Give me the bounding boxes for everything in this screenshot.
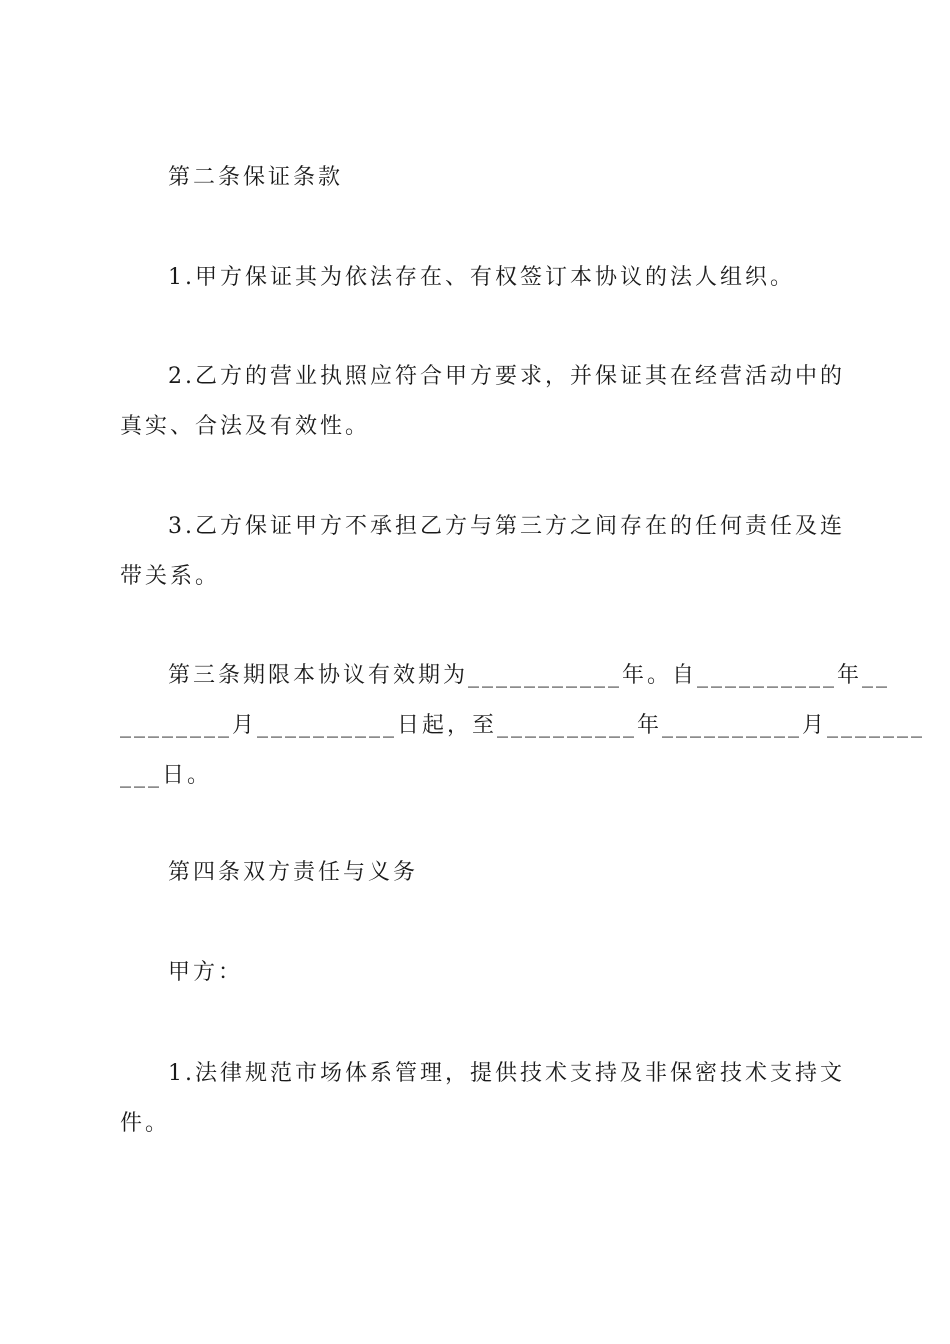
party-a-label: 甲方： [168, 960, 244, 985]
article-3-term: 第三条期限本协议有效期为___________年。自__________年__ ________月__________日起，至__________年__________月_______ ___日。 [120, 663, 926, 788]
article-2-item-2: 2.乙方的营业执照应符合甲方要求，并保证其在经营活动中的 真实、合法及有效性。 [120, 364, 845, 439]
article-4-title: 第四条双方责任与义务 [168, 860, 419, 885]
party-a-item-1: 1.法律规范市场体系管理，提供技术支持及非保密技术支持文 件。 [120, 1061, 845, 1136]
article-2-item-1: 1.甲方保证其为依法存在、有权签订本协议的法人组织。 [168, 265, 795, 290]
article-2-item-3: 3.乙方保证甲方不承担乙方与第三方之间存在的任何责任及连 带关系。 [120, 514, 845, 589]
article-2-title: 第二条保证条款 [168, 165, 344, 190]
